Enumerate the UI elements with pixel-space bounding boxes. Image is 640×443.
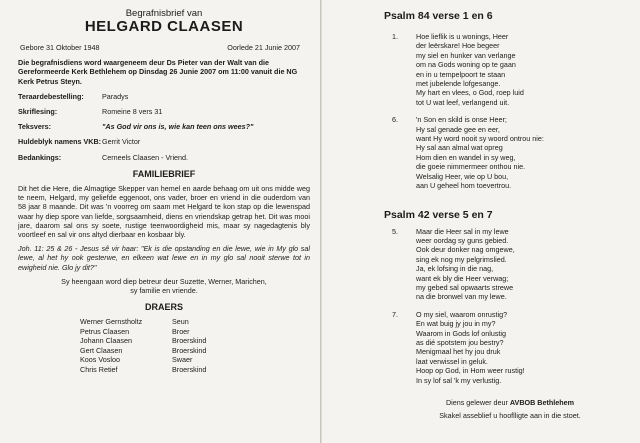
detail-value: Cerneels Claasen - Vriend. xyxy=(102,152,189,162)
draer-row xyxy=(80,365,310,374)
draer-name: Johann Claasen xyxy=(80,336,132,346)
verse-line: as dié spotstem jou bestry? xyxy=(416,337,504,347)
draer-row xyxy=(80,355,310,364)
psalm-verse xyxy=(392,32,630,107)
detail-row-tribute xyxy=(18,137,310,146)
verse-line: sing ek nog my pelgrimslied. xyxy=(416,254,507,264)
dates-row xyxy=(18,43,310,52)
verse-line: tot U wat leef, verlangend uit. xyxy=(416,97,510,107)
familiebrief-quote: Joh. 11: 25 & 26 - Jesus sê vir haar: "Ek is die opstanding en die lewe, wie in My glo sal lewe, al het hy ook gesterwe, en elkeen wat lewe en in my glo sal nooit sterwe tot in ewigheid nie. Glo jy dit?" xyxy=(18,244,310,272)
draer-row xyxy=(80,327,310,336)
draer-name: Werner Gernstholtz xyxy=(80,317,143,327)
verse-line: Hoop op God, in Hom weer rustig! xyxy=(416,366,525,376)
verse-text xyxy=(416,227,515,302)
service-intro: Die begrafnisdiens word waargeneem deur Ds Pieter van der Walt van die Gereformeerde Kerk Bethlehem op Dinsdag 26 Junie 2007 om 11:00 vanuit die NG Kerk Petrus Steyn. xyxy=(18,58,298,86)
detail-label: Bedankings: xyxy=(18,152,62,162)
verse-text xyxy=(416,310,525,385)
verse-line: O my siel, waarom onrustig? xyxy=(416,309,508,319)
verse-line: my siel en hunker van verlange xyxy=(416,50,516,60)
verse-line: Hy sal aan almal wat opreg xyxy=(416,143,503,153)
psalm-verse xyxy=(392,115,630,190)
draer-relation: Swaer xyxy=(172,355,193,365)
detail-value: Gerrit Victor xyxy=(102,137,141,147)
verse-line: Hom dien en wandel in sy weg, xyxy=(416,152,516,162)
psalm-84-title: Psalm 84 verse 1 en 6 xyxy=(384,10,493,22)
detail-value: Romeine 8 vers 31 xyxy=(102,107,163,117)
verse-line: Menigmaal het hy jou druk xyxy=(416,347,501,357)
draer-name: Petrus Claasen xyxy=(80,326,130,336)
page-fold xyxy=(320,0,322,443)
verse-line: die goeie nimmermeer onthou nie. xyxy=(416,162,526,172)
detail-label: Huldeblyk namens VKB: xyxy=(18,137,102,147)
footer-headlights-note: Skakel asseblief u hooflligte aan in die stoet. xyxy=(439,411,581,420)
draer-name: Gert Claasen xyxy=(80,345,123,355)
verse-line: na die bronwel van my lewe. xyxy=(416,292,507,302)
psalm-verse xyxy=(392,310,630,385)
psalm-42-title: Psalm 42 verse 5 en 7 xyxy=(384,208,493,221)
verse-number: 1. xyxy=(392,32,398,41)
verse-text xyxy=(416,32,524,107)
verse-line: want Hy word nooit sy woord ontrou nie: xyxy=(416,134,544,144)
verse-line: met jubelende lofgesange. xyxy=(416,79,501,89)
familiebrief-closing-2: sy familie en vriende. xyxy=(130,286,198,296)
verse-line: aan U geheel hom toevertrou. xyxy=(416,181,512,191)
draer-relation: Broerskind xyxy=(172,336,207,346)
birth-date: Gebore 31 Oktober 1948 xyxy=(20,43,100,52)
psalm-verse xyxy=(392,227,630,302)
verse-line: want ek bly die Heer verwag; xyxy=(416,273,509,283)
detail-value: "As God vir ons is, wie kan teen ons wees?" xyxy=(102,122,254,132)
deceased-name: HELGARD CLAASEN xyxy=(84,18,244,35)
draer-relation: Broerskind xyxy=(172,364,207,374)
detail-row-text-verse xyxy=(18,122,310,131)
right-page xyxy=(384,10,630,385)
footer xyxy=(400,396,620,422)
familiebrief-paragraph: Dit het die Here, die Almagtige Skepper van hemel en aarde behaag om uit ons midde weg te neem, Helgard, my geliefde eggenoot, ons vader, broer en vriend in die ouderdom van 58 jaar 8 maande. Dit was 'n voorreg om saam met Helgard te kon stap op die lewenspad waar hy diep spore van liefde, sorgsaamheid, diens en vriendskap getrap het. Dit was mooi jare, daarom sal ons sy soete, rustige teenwoordigheid mis, maar sy nagedagtenis bly voortleef en sal vir ons altyd dierbaar en kosbaar bly. xyxy=(18,184,310,240)
draer-relation: Broer xyxy=(172,326,190,336)
familiebrief-closing-1: Sy heengaan word diep betreur deur Suzette, Werner, Marichen, xyxy=(61,276,267,286)
verse-line: Ja, ek lofsing in die nag, xyxy=(416,264,494,274)
verse-line: Waarom in Gods lof onlustig xyxy=(416,328,507,338)
draer-relation: Broerskind xyxy=(172,345,207,355)
draer-row xyxy=(80,317,310,326)
verse-line: Ook deur donker nag omgewe, xyxy=(416,245,515,255)
verse-number: 5. xyxy=(392,226,398,236)
verse-line: Welsalig Heer, wie op U bou, xyxy=(416,171,509,181)
detail-row-thanks xyxy=(18,153,310,162)
verse-line: der leërskare! Hoe begeer xyxy=(416,41,500,51)
verse-number: 6. xyxy=(392,115,398,125)
detail-row-burial xyxy=(18,92,310,101)
verse-line: Maar die Heer sal in my lewe xyxy=(416,226,509,236)
verse-line: laat verwissel in geluk. xyxy=(416,356,488,366)
verse-line: 'n Son en skild is onse Heer; xyxy=(416,115,507,125)
draers-table xyxy=(80,317,310,373)
verse-text xyxy=(416,115,544,190)
footer-prefix: Diens gelewer deur xyxy=(445,398,508,407)
familiebrief-heading: FAMILIEBRIEF xyxy=(132,168,196,179)
draer-name: Chris Retief xyxy=(80,364,118,374)
draer-row xyxy=(80,336,310,345)
verse-line: my gebed sal opwaarts strewe xyxy=(416,282,514,292)
death-date: Oorlede 21 Junie 2007 xyxy=(227,43,300,52)
detail-row-reading xyxy=(18,107,310,116)
detail-label: Teksvers: xyxy=(18,122,52,132)
detail-label: Skriflesing: xyxy=(18,107,58,117)
draer-name: Koos Vosloo xyxy=(80,355,120,365)
verse-number: 7. xyxy=(392,309,398,319)
detail-value: Paradys xyxy=(102,91,129,101)
leaflet-title: Begrafnisbrief van xyxy=(125,8,203,19)
draers-heading: DRAERS xyxy=(144,302,183,313)
verse-line: Hoe lieflik is u wonings, Heer xyxy=(416,32,509,41)
verse-line: En wat buig jy jou in my? xyxy=(416,319,496,329)
verse-line: om na Gods woning op te gaan xyxy=(416,60,516,70)
verse-line: In sy lof sal 'k my verlustig. xyxy=(416,375,502,385)
verse-line: weer oordag sy guns gebied. xyxy=(416,235,509,245)
verse-line: Hy sal genade gee en eer, xyxy=(416,124,500,134)
verse-line: My hart en vlees, o God, roep luid xyxy=(416,88,524,98)
footer-service-line xyxy=(400,396,620,409)
left-page xyxy=(18,8,310,374)
detail-label: Teraardebestelling: xyxy=(18,91,84,101)
draer-row xyxy=(80,346,310,355)
verse-line: en in u tempelpoort te staan xyxy=(416,69,506,79)
draer-relation: Seun xyxy=(172,317,189,327)
footer-undertaker: AVBOB Bethlehem xyxy=(509,398,575,407)
